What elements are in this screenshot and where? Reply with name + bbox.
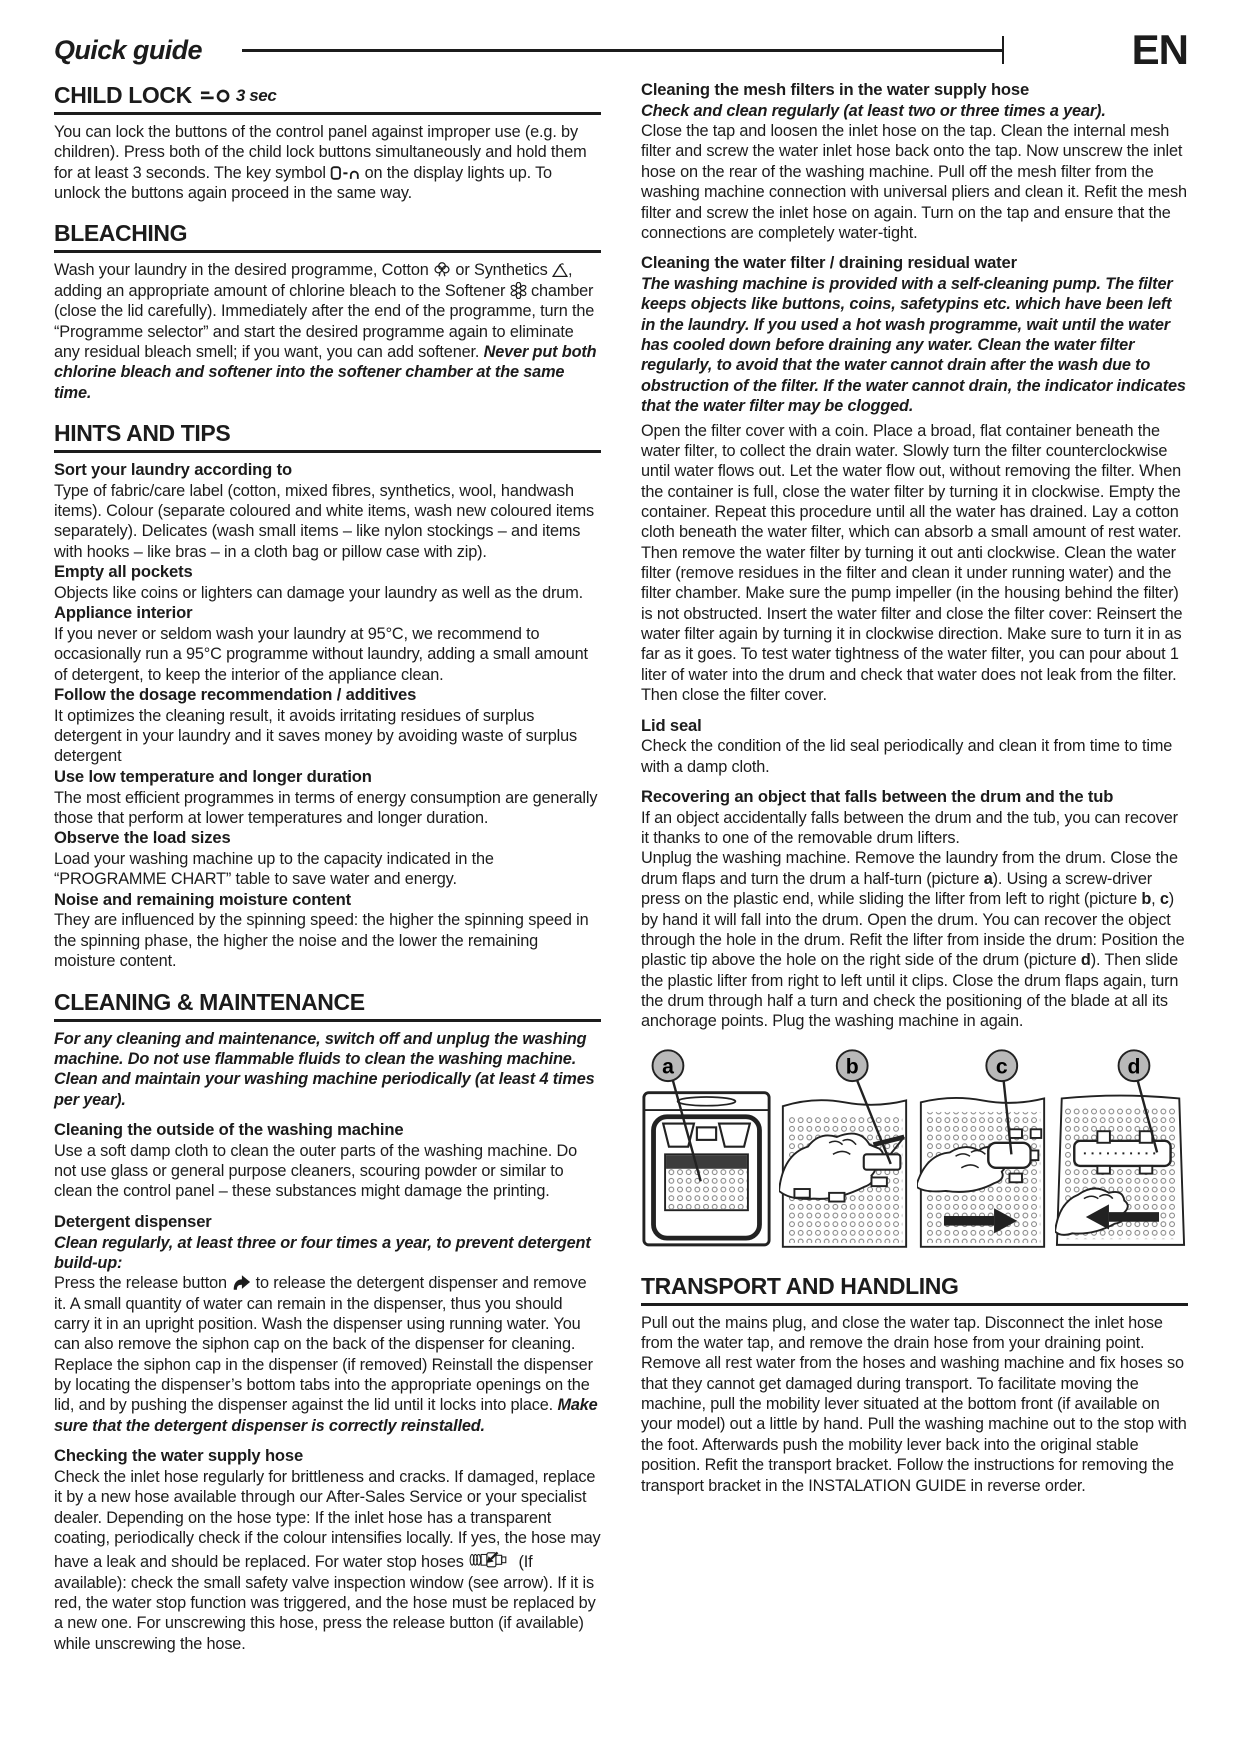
figure-b-drum-illustration bbox=[779, 1044, 910, 1256]
softener-icon bbox=[510, 282, 527, 299]
language-code: EN bbox=[1131, 26, 1188, 73]
cleaning-intro: For any cleaning and maintenance, switch off and unplug the washing machine. Do not use flammable fluids to clean the washing machine. Clean and maintain your washing machine periodically (at least 4 times per year). bbox=[54, 1029, 595, 1109]
hose-title: Checking the water supply hose bbox=[54, 1446, 304, 1466]
hint-text: If you never or seldom wash your laundry at 95°C, we recommend to occasionally run a 95°C programme without laundry, adding a small amount of detergent, to keep the interior of the appliance clean. bbox=[54, 624, 588, 684]
hint-text: It optimizes the cleaning result, it avoids irritating residues of surplus detergent in your laundry and it saves money by avoiding waste of surplus detergent bbox=[54, 706, 578, 766]
header-rule bbox=[242, 49, 1002, 52]
transport-heading-text: TRANSPORT AND HANDLING bbox=[641, 1272, 959, 1299]
page-title: Quick guide bbox=[54, 34, 202, 65]
hint-text: Type of fabric/care label (cotton, mixed fibres, synthetics, wool, handwash items). Colour (separate coloured and white items, wash new coloured items separately). Delicates (wash small items – like nylon stockings – and items with hooks – like bras – in a cloth bag or pillow case with zip). bbox=[54, 481, 594, 561]
cleaning-outside-text: Use a soft damp cloth to clean the outer parts of the washing machine. Do not use glass or general purpose cleaners, scouring powder or similar to clean the control panel – these substances might damage the printing. bbox=[54, 1141, 578, 1201]
child-lock-text-2: on the display lights up. To unlock the buttons again proceed in the same way. bbox=[54, 163, 552, 203]
recover-text-3: , bbox=[1151, 890, 1160, 909]
child-lock-text-1: You can lock the buttons of the control panel against improper use (e.g. by children). Press both of the child lock buttons simultaneously and hold them for at least 3 seconds. The key symbol bbox=[54, 123, 587, 182]
bleaching-text-2: or Synthetics bbox=[451, 261, 552, 280]
child-lock-duration: 3 sec bbox=[235, 85, 277, 105]
dispenser-paragraph bbox=[54, 1273, 601, 1436]
right-column bbox=[641, 78, 1188, 1654]
hint-item bbox=[54, 685, 601, 767]
recover-title: Recovering an object that falls between the drum and the tub bbox=[641, 786, 1114, 806]
water-filter-lead: The washing machine is provided with a self-cleaning pump. The filter keeps objects like buttons, coins, safetypins etc. which have been left in the laundry. If you used a hot wash programme, wait until the water has cooled down before draining any water. Clean the water filter regularly, to avoid that the water cannot drain after the wash due to obstruction of the filter. If the water cannot drain, the indicator indicates that the water filter may be clogged. bbox=[641, 274, 1186, 416]
hint-text: The most efficient programmes in terms of energy consumption are generally those that perform at lower temperatures and longer duration. bbox=[54, 788, 598, 827]
page-header bbox=[54, 26, 1188, 73]
hint-item bbox=[54, 603, 601, 685]
bleaching-text-4: chamber (close the lid carefully). Immediately after the end of the programme, turn the “Programme selector” and start the desired programme again to eliminate any residual bleach smell; if you want, you can add softener. bbox=[54, 281, 595, 361]
bleaching-text-1: Wash your laundry in the desired programme, Cotton bbox=[54, 261, 434, 280]
dispenser-warning: Make sure that the detergent dispenser is correctly reinstalled. bbox=[54, 1396, 598, 1435]
child-lock-paragraph bbox=[54, 122, 601, 203]
hose-text-1: Check the inlet hose regularly for brittleness and cracks. If damaged, replace it by a new hose available through our After-Sales Service or your specialist dealer. Depending on the hose type: If the inlet hose has a transparent coating, periodically check if the colour intensifies locally. If yes, the hose may have a leak and should be replaced. For water stop hoses bbox=[54, 1467, 601, 1572]
hint-item bbox=[54, 890, 601, 972]
mesh-text: Close the tap and loosen the inlet hose on the tap. Clean the internal mesh filter and screw the water inlet hose back onto the tap. Now unscrew the inlet hose on the rear of the washing machine. Pull off the mesh filter from the washing machine connection with universal pliers and clean it. Refit the mesh filter and screw the inlet hose on again. Turn on the tap and ensure that the connections are completely water-tight. bbox=[641, 122, 1187, 242]
bleaching-heading-text: BLEACHING bbox=[54, 220, 188, 247]
water-stop-hose-icon bbox=[468, 1548, 514, 1570]
synthetics-icon bbox=[552, 263, 568, 278]
picture-ref-b: b bbox=[1141, 890, 1152, 909]
child-lock-heading bbox=[54, 82, 601, 115]
figure-label-c: c bbox=[995, 1055, 1008, 1079]
figure-d-drum-illustration bbox=[1055, 1044, 1186, 1256]
recover-text-1: Unplug the washing machine. Remove the laundry from the drum. Close the drum flaps and turn the drum a half-turn (picture bbox=[641, 849, 1178, 888]
bleaching-text-3: , adding an appropriate amount of chlorine bleach to the Softener bbox=[54, 261, 573, 300]
hint-text: Objects like coins or lighters can damage your laundry as well as the drum. bbox=[54, 583, 583, 602]
display-lock-icon bbox=[330, 165, 360, 181]
hints-heading bbox=[54, 420, 601, 453]
picture-ref-d: d bbox=[1080, 951, 1091, 970]
cleaning-outside-title: Cleaning the outside of the washing machine bbox=[54, 1120, 404, 1139]
figure-c-drum-illustration bbox=[917, 1044, 1048, 1256]
dispenser-title: Detergent dispenser bbox=[54, 1211, 212, 1231]
transport-heading bbox=[641, 1273, 1188, 1306]
transport-text: Pull out the mains plug, and close the water tap. Disconnect the inlet hose from the water tap, and remove the drain hose from your draining point. Remove all rest water from the hoses and washing machine and fix hoses so that they cannot get damaged during transport. To facilitate moving the machine, pull the mobility lever situated at the bottom front (if available on your model) out a little by hand. Pull the washing machine out to the stop with the foot. Afterwards push the mobility lever back into the original stable position. Refit the transport bracket. Follow the instructions for removing the transport bracket in the INSTALATION GUIDE in reverse order. bbox=[641, 1313, 1187, 1495]
hint-title: Use low temperature and longer duration bbox=[54, 766, 372, 786]
hint-text: Load your washing machine up to the capacity indicated in the “PROGRAMME CHART” table to save water and energy. bbox=[54, 850, 494, 889]
water-filter-title: Cleaning the water filter / draining residual water bbox=[641, 253, 1017, 273]
recover-text-5: ). Then slide the plastic lifter from right to left until it clips. Close the drum flaps again, turn the drum through half a turn and check the positioning of the blade at all its anchorage points. Plug the washing machine in again. bbox=[641, 951, 1179, 1031]
dispenser-lead: Clean regularly, at least three or four times a year, to prevent detergent build-up: bbox=[54, 1233, 591, 1272]
mesh-lead: Check and clean regularly (at least two or three times a year). bbox=[641, 101, 1106, 120]
bleaching-heading bbox=[54, 220, 601, 253]
cotton-icon bbox=[433, 261, 451, 278]
hint-item bbox=[54, 828, 601, 889]
hint-title: Observe the load sizes bbox=[54, 828, 231, 848]
bleaching-paragraph bbox=[54, 260, 601, 403]
lid-seal-text: Check the condition of the lid seal periodically and clean it from time to time with a damp cloth. bbox=[641, 737, 1173, 776]
key-icon bbox=[200, 88, 232, 104]
figure-label-d: d bbox=[1127, 1055, 1141, 1079]
dispenser-text-1: Press the release button bbox=[54, 1274, 232, 1293]
figure-label-b: b bbox=[845, 1055, 859, 1079]
hint-title: Noise and remaining moisture content bbox=[54, 889, 352, 909]
hint-title: Appliance interior bbox=[54, 603, 193, 623]
recover-text-2: ). Using a screw-driver press on the plastic end, while sliding the lifter from left to right (picture bbox=[641, 869, 1153, 909]
recover-intro: If an object accidentally falls between the drum and the tub, you can recover it thanks to one of the removable drum lifters. bbox=[641, 808, 1178, 848]
water-filter-text: Open the filter cover with a coin. Place a broad, flat container beneath the water filter, to collect the drain water. Slowly turn the filter counterclockwise until water flows out. Let the water flow out, without removing the filter. When the container is full, close the water filter by turning it in clockwise. Empty the container. Repeat this procedure until all the water has drained. Lay a cotton cloth beneath the water filter, which can absorb a small amount of rest water. Then remove the water filter by turning it out anti clockwise. Clean the water filter (remove residues in the filter and clean it under running water) and the filter chamber. Make sure the pump impeller (in the housing behind the filter) is not obstructed. Insert the water filter and close the filter cover: Reinsert the water filter again by turning it in clockwise direction. Make sure to turn it in as far as it goes. To test water tightness of the water filter, you can pour about 1 liter of water into the drum and check that water does not leak from the filter. Then close the filter cover. bbox=[641, 421, 1183, 705]
figure-strip bbox=[641, 1044, 1188, 1256]
header-rule-tick bbox=[1002, 36, 1004, 64]
picture-ref-a: a bbox=[983, 869, 993, 888]
hose-text-2: (If available): check the small safety valve inspection window (see arrow). If it is red, the water stop function was triggered, and the hose must be replaced by a new one. For unscrewing this hose, press the release button (if available) while unscrewing the hose. bbox=[54, 1553, 596, 1653]
hint-title: Follow the dosage recommendation / additives bbox=[54, 685, 417, 705]
child-lock-heading-text: CHILD LOCK bbox=[54, 82, 192, 108]
hints-heading-text: HINTS AND TIPS bbox=[54, 419, 231, 446]
left-column bbox=[54, 78, 601, 1654]
figure-a-drum-illustration bbox=[641, 1044, 772, 1256]
hint-item bbox=[54, 460, 601, 562]
hint-text: They are influenced by the spinning speed: the higher the spinning speed in the spinning phase, the higher the noise and the lower the remaining moisture content. bbox=[54, 911, 589, 971]
cleaning-heading-text: CLEANING & MAINTENANCE bbox=[54, 988, 365, 1015]
lid-seal-title: Lid seal bbox=[641, 715, 702, 735]
recover-steps bbox=[641, 848, 1188, 1031]
hint-item bbox=[54, 767, 601, 828]
hint-item bbox=[54, 562, 601, 603]
release-button-arrow-icon bbox=[231, 1274, 251, 1291]
figure-label-a: a bbox=[662, 1055, 674, 1079]
picture-ref-c: c bbox=[1159, 890, 1169, 909]
dispenser-text-2: to release the detergent dispenser and remove it. A small quantity of water can remain in the dispenser, thus you should carry it in an upright position. Wash the dispenser using running water. You can also remove the siphon cap on the back of the dispenser for cleaning. Replace the siphon cap in the dispenser (if removed) Reinstall the dispenser by locating the dispenser’s bottom tabs into the appropriate openings on the lid, and by pushing the dispenser against the lid until it locks into place. bbox=[54, 1274, 593, 1415]
mesh-title: Cleaning the mesh filters in the water supply hose bbox=[641, 80, 1030, 99]
bleaching-warning: Never put both chlorine bleach and softener into the softener chamber at the same time. bbox=[54, 342, 597, 402]
hint-title: Sort your laundry according to bbox=[54, 459, 292, 479]
recover-text-4: ) by hand it will fall into the drum. Open the drum. You can recover the object through the hole in the drum. Refit the lifter from inside the drum: Position the plastic tip above the hole on the right side of the drum (picture bbox=[641, 890, 1185, 970]
hose-paragraph bbox=[54, 1467, 601, 1654]
hint-title: Empty all pockets bbox=[54, 562, 193, 582]
cleaning-heading bbox=[54, 989, 601, 1022]
